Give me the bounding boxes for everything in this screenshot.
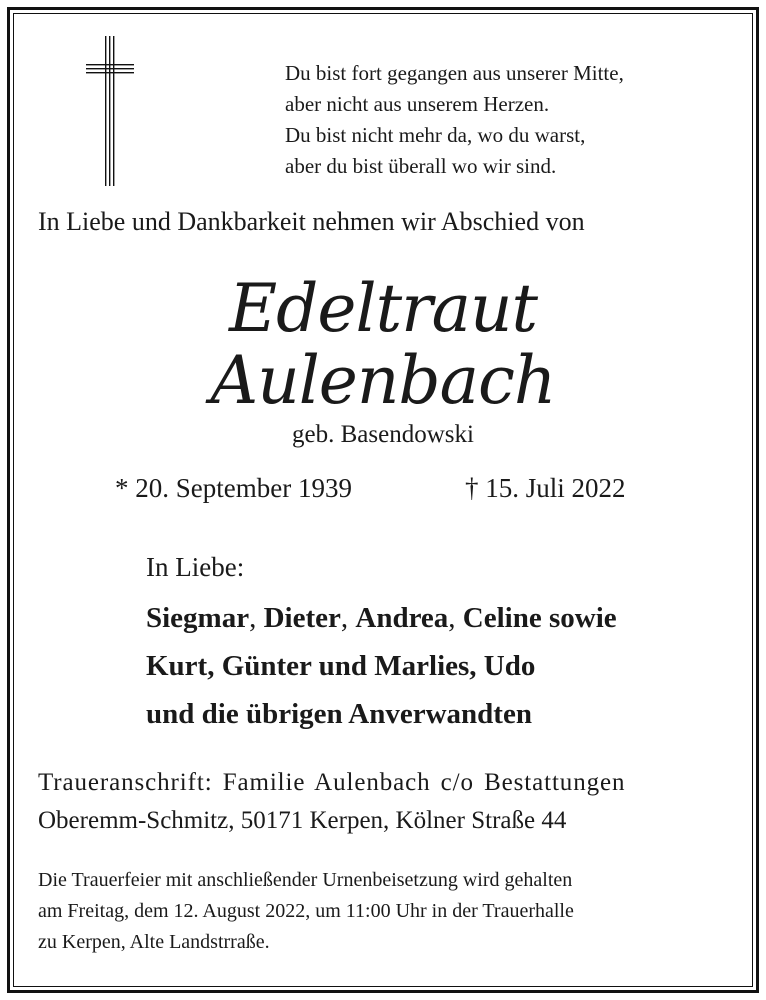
mourning-address <box>38 764 625 840</box>
mourner-name: Andrea <box>355 602 449 634</box>
mourners-heading: In Liebe: <box>146 552 245 582</box>
mourner-name: Dieter <box>263 602 341 634</box>
name-separator: , <box>340 602 356 634</box>
birth-date: * 20. September 1939 <box>115 473 352 503</box>
ceremony-line: am Freitag, dem 12. August 2022, um 11:00 Uhr in der Trauerhalle <box>38 900 574 922</box>
poem-line: Du bist fort gegangen aus unserer Mitte, <box>285 61 624 85</box>
mourner-name: Siegmar <box>146 602 250 634</box>
poem-line: Du bist nicht mehr da, wo du warst, <box>285 123 586 147</box>
ceremony-line: zu Kerpen, Alte Landstrraße. <box>38 931 270 953</box>
poem-line: aber nicht aus unserem Herzen. <box>285 92 550 116</box>
address-line: Oberemm-Schmitz, 50171 Kerpen, Kölner Straße 44 <box>38 807 567 834</box>
ceremony-info <box>38 865 574 958</box>
name-separator: , <box>448 602 463 634</box>
maiden-name: geb. Basendowski <box>292 421 474 448</box>
intro-text: In Liebe und Dankbarkeit nehmen wir Abschied von <box>38 207 585 236</box>
address-line: Traueranschrift: Familie Aulenbach c/o Bestattungen <box>38 769 626 796</box>
memorial-poem <box>285 58 624 182</box>
mourners-line-3: und die übrigen Anverwandten <box>146 698 532 730</box>
mourners-line-2: Kurt, Günter und Marlies, Udo <box>146 650 536 682</box>
ceremony-line: Die Trauerfeier mit anschließender Urnenbeisetzung wird gehalten <box>38 869 573 891</box>
name-separator: , <box>249 602 264 634</box>
mourner-name: Celine sowie <box>462 602 617 634</box>
mourners-list <box>146 594 617 738</box>
cross-icon <box>86 36 136 186</box>
poem-line: aber du bist überall wo wir sind. <box>285 154 557 178</box>
mourners-line-1 <box>146 594 617 642</box>
death-date: † 15. Juli 2022 <box>465 473 626 503</box>
deceased-first-name: Edeltraut <box>228 270 538 347</box>
deceased-last-name: Aulenbach <box>210 342 556 419</box>
